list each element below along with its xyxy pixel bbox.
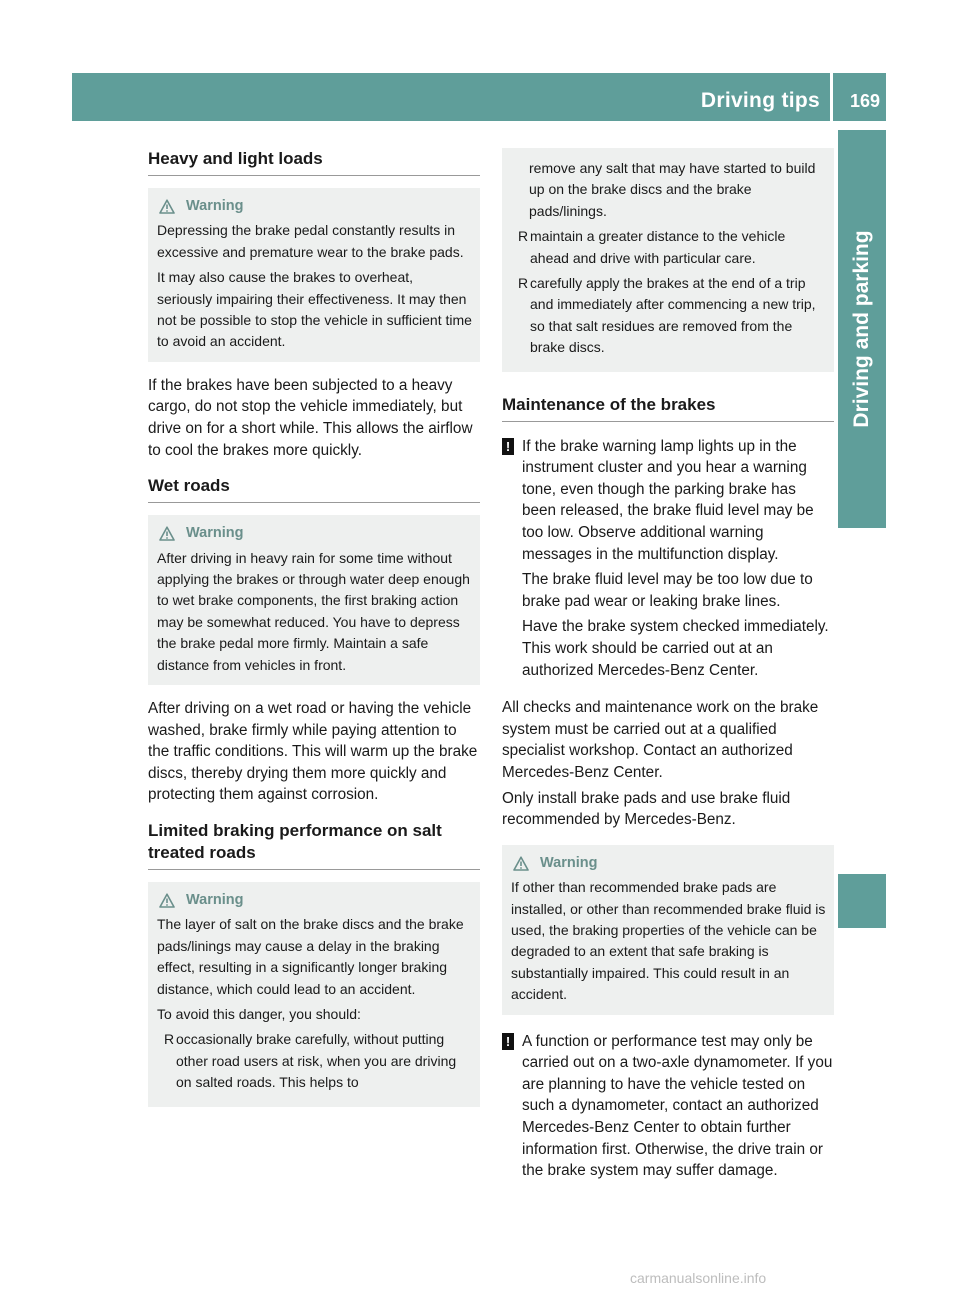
- bullet-marker: R: [518, 275, 529, 292]
- warning-text: After driving in heavy rain for some time without applying the brakes or through water deep enough to wet brake components, the first braking action may be somewhat reduced. You have to depress the brake pedal more firmly. Maintain a safe distance from vehicles in front.: [157, 549, 470, 673]
- notice-block-dynamometer: [502, 1031, 834, 1186]
- left-column: [148, 148, 480, 1120]
- heading-salt-roads: Limited braking performance on salt treated roads: [148, 820, 480, 870]
- notice-text: A function or performance test may only be carried out on a two-axle dynamometer. If you are planning to have the vehicle tested on such a dynamometer, contact an authorized Mercedes-Benz Center to obtain further information first. Otherwise, the drive train or the brake system may suffer damage.: [522, 1032, 833, 1180]
- list-item-continuation: remove any salt that may have started to build up on the brake discs and the brake pads/linings.: [529, 160, 816, 219]
- header-title: Driving tips: [700, 89, 820, 112]
- warning-triangle-icon: [159, 893, 175, 908]
- footer-watermark: carmanualsonline.info: [630, 1270, 767, 1286]
- warning-triangle-icon: [159, 526, 175, 541]
- warning-text: To avoid this danger, you should:: [157, 1006, 361, 1023]
- warning-box-salt-roads: [148, 882, 480, 1107]
- list-item: [157, 1029, 472, 1093]
- paragraph-heavy-loads: If the brakes have been subjected to a heavy cargo, do not stop the vehicle immediately, but drive on for a short while. This allows the airflow to cool the brakes more quickly.: [148, 376, 473, 459]
- warning-header: [157, 890, 472, 911]
- warning-label: Warning: [186, 198, 244, 214]
- bullet-marker: R: [164, 1031, 175, 1048]
- warning-header: [157, 523, 472, 544]
- warning-box-salt-continued: [502, 148, 834, 372]
- list-item-text: maintain a greater distance to the vehicle ahead and drive with particular care.: [530, 228, 786, 266]
- warning-label: Warning: [540, 854, 598, 871]
- side-marker-block: [838, 874, 886, 928]
- list-item: [511, 273, 826, 359]
- chapter-side-tab: [838, 130, 886, 528]
- warning-text: If other than recommended brake pads are installed, or other than recommended brake fluid is used, the braking properties of the vehicle can be degraded to an extent that safe braking is substantially impaired. This could result in an accident.: [511, 879, 826, 1003]
- warning-box-brake-parts: [502, 845, 834, 1015]
- notice-text: If the brake warning lamp lights up in the instrument cluster and you hear a warning tone, even though the parking brake has been released, the brake fluid level may be too low. Observe additional warning messages in the multifunction display.: [522, 437, 814, 563]
- page-header-bar: [72, 73, 886, 121]
- warning-box-heavy-loads: [148, 188, 480, 362]
- paragraph-brake-checks: All checks and maintenance work on the brake system must be carried out at a qualified specialist workshop. Contact an authorized Mercedes-Benz Center.: [502, 699, 819, 781]
- bullet-marker: R: [518, 228, 529, 245]
- warning-header: [157, 196, 472, 217]
- paragraph-brake-pads: Only install brake pads and use brake fluid recommended by Mercedes-Benz.: [502, 789, 791, 829]
- warning-label: Warning: [186, 892, 244, 909]
- list-item-text: carefully apply the brakes at the end of a trip and immediately after commencing a new trip, so that salt residues are removed from the brake discs.: [530, 275, 816, 356]
- right-column: [502, 148, 834, 1198]
- list-item: [511, 226, 826, 269]
- notice-text: Have the brake system checked immediately. This work should be carried out at an authorized Mercedes-Benz Center.: [522, 618, 829, 679]
- warning-header: [511, 853, 826, 874]
- chapter-label: Driving and parking: [850, 230, 873, 428]
- warning-box-wet-roads: [148, 515, 480, 685]
- warning-text: The layer of salt on the brake discs and the brake pads/linings may cause a delay in the braking effect, resulting in a significantly longer braking distance, which could lead to an accident.: [157, 916, 464, 997]
- heading-heavy-loads: Heavy and light loads: [148, 148, 480, 176]
- header-divider: [830, 73, 833, 121]
- heading-wet-roads: Wet roads: [148, 475, 480, 503]
- warning-triangle-icon: [513, 856, 529, 871]
- page-number: 169: [849, 91, 880, 111]
- notice-text: The brake fluid level may be too low due to brake pad wear or leaking brake lines.: [522, 571, 813, 610]
- list-item-text: occasionally brake carefully, without putting other road users at risk, when you are driving on salted roads. This helps to: [176, 1031, 457, 1091]
- exclamation-icon: !: [502, 1033, 514, 1050]
- heading-brake-maintenance: Maintenance of the brakes: [502, 394, 834, 422]
- paragraph-wet-roads: After driving on a wet road or having the vehicle washed, brake firmly while paying attention to the traffic conditions. This will warm up the brake discs, thereby drying them more quickly and protecting them against corrosion.: [148, 700, 478, 804]
- warning-label: Warning: [186, 525, 244, 542]
- warning-triangle-icon: [159, 199, 175, 214]
- warning-text: Depressing the brake pedal constantly results in excessive and premature wear to the brake pads.: [157, 222, 464, 260]
- exclamation-icon: !: [502, 438, 514, 455]
- warning-text: It may also cause the brakes to overheat, seriously impairing their effectiveness. It may then not be possible to stop the vehicle in sufficient time to avoid an accident.: [157, 269, 472, 350]
- notice-block-brake-warning-lamp: [502, 436, 834, 686]
